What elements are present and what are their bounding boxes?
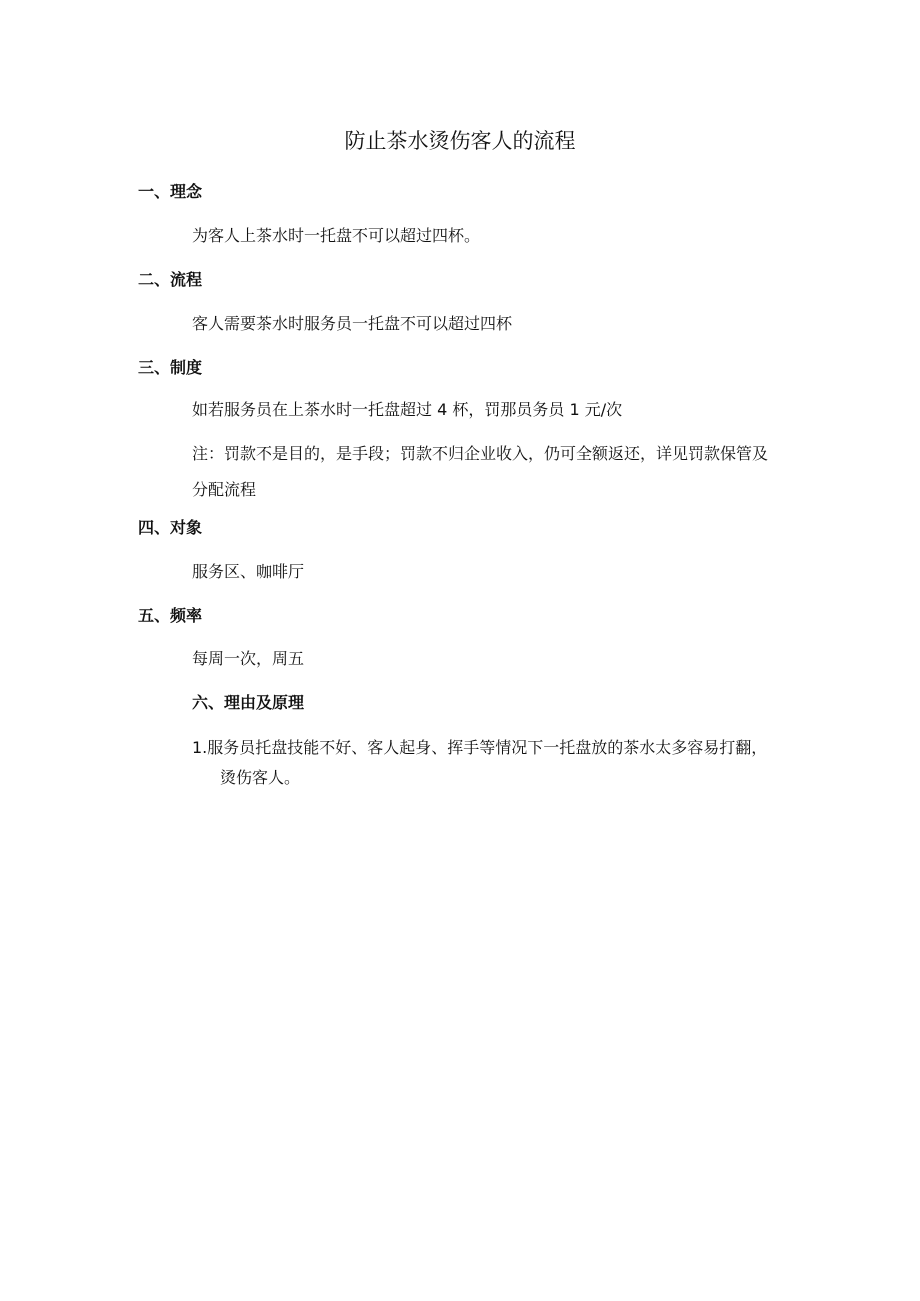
section-list-item-rationale: 1.服务员托盘技能不好、客人起身、挥手等情况下一托盘放的茶水太多容易打翻，烫伤客人。 (192, 738, 768, 787)
section-heading-policy: 三、制度 (138, 358, 203, 377)
section-heading-rationale: 六、理由及原理 (192, 693, 305, 712)
section-heading-concept: 一、理念 (138, 182, 203, 201)
section-paragraph-policy-rule: 如若服务员在上茶水时一托盘超过 4 杯，罚那员务员 1 元/次 (192, 400, 623, 419)
section-heading-frequency: 五、频率 (138, 606, 203, 625)
document-title: 防止茶水烫伤客人的流程 (344, 129, 576, 153)
section-paragraph-target: 服务区、咖啡厅 (192, 562, 305, 581)
section-heading-process: 二、流程 (138, 270, 203, 289)
section-heading-target: 四、对象 (138, 518, 203, 537)
section-paragraph-policy-note: 注：罚款不是目的，是手段；罚款不归企业收入，仍可全额返还，详见罚款保管及分配流程 (192, 444, 769, 499)
section-paragraph-concept: 为客人上茶水时一托盘不可以超过四杯。 (192, 226, 481, 245)
section-paragraph-process: 客人需要茶水时服务员一托盘不可以超过四杯 (192, 314, 513, 333)
section-paragraph-frequency: 每周一次，周五 (192, 649, 305, 668)
